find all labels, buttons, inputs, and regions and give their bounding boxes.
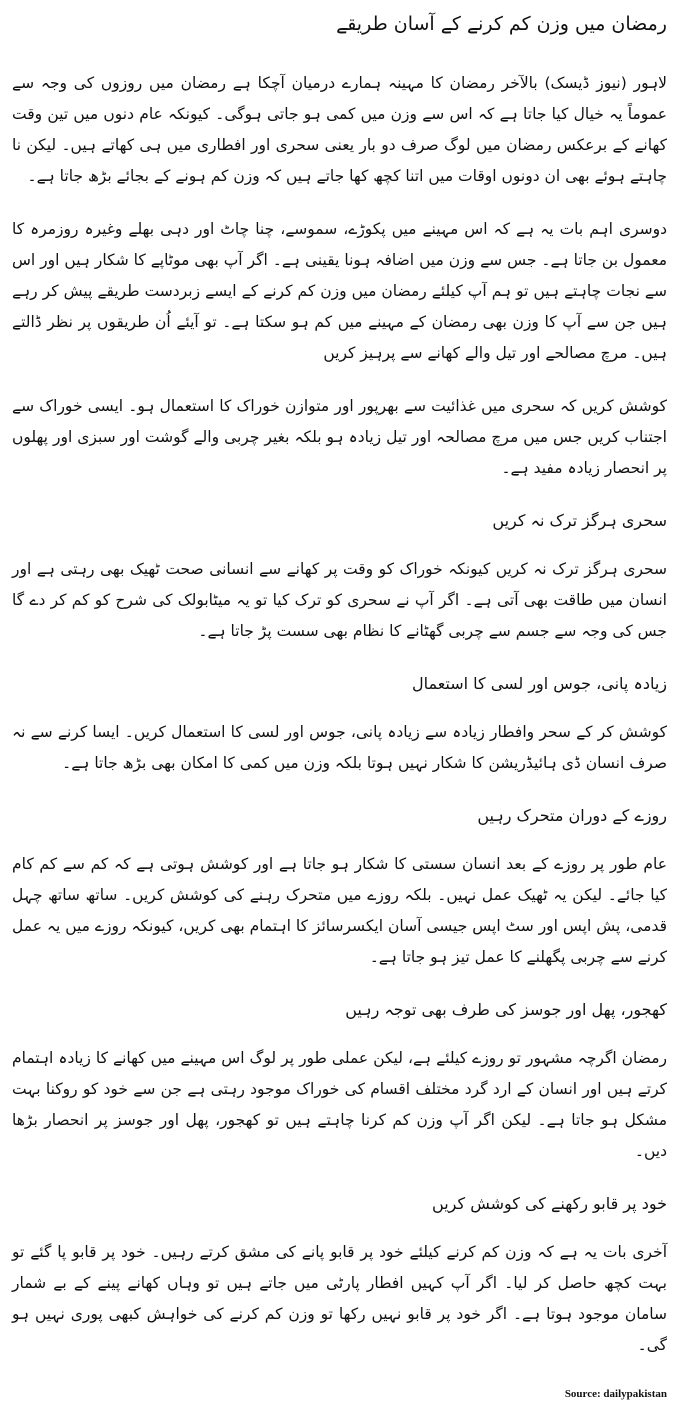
paragraph-stay-active: عام طور پر روزے کے بعد انسان سستی کا شکار ہو جاتا ہے اور کوشش ہوتی ہے کہ کم سے کم کام کیا جائے۔ لیکن یہ ٹھیک عمل نہیں۔ بلکہ روزے میں متحرک رہنے کی کوشش کریں۔ ساتھ ساتھ چہل قدمی، پش اپس اور سٹ اپس جیسی آسان ایکسرسائز کا اہتمام بھی کریں، کیونکہ روزے میں یہ عمل کرنے سے چربی پگھلنے کا عمل تیز ہو جاتا ہے۔ bbox=[12, 855, 667, 966]
paragraph-balanced-sehri: کوشش کریں کہ سحری میں غذائیت سے بھرپور اور متوازن خوراک کا استعمال ہو۔ ایسی خوراک سے اجتناب کریں جس میں مرچ مصالحہ اور تیل زیادہ ہو بلکہ بغیر چربی والے گوشت اور سبزی اور پھلوں پر انحصار زیادہ مفید ہے۔ bbox=[12, 397, 667, 477]
heading-water-juice: زیادہ پانی، جوس اور لسی کا استعمال bbox=[411, 674, 667, 693]
paragraph-water-juice: کوشش کر کے سحر وافطار زیادہ سے زیادہ پانی، جوس اور لسی کا استعمال کریں۔ ایسا کرنے سے نہ صرف انسان ڈی ہائیڈریشن کا شکار نہیں ہوتا بلکہ وزن میں کمی کا امکان بھی بڑھ جاتا ہے۔ bbox=[12, 723, 667, 772]
heading-dont-skip-sehri: سحری ہرگز ترک نہ کریں bbox=[492, 511, 667, 530]
heading-dates-fruit: کھجور، پھل اور جوسز کی طرف بھی توجہ رہیں bbox=[345, 1000, 667, 1019]
heading-stay-active: روزے کے دوران متحرک رہیں bbox=[477, 806, 667, 825]
paragraph-dates-fruit: رمضان اگرچہ مشہور تو روزے کیلئے ہے، لیکن عملی طور پر لوگ اس مہینے میں کھانے کا زیادہ اہتمام کرتے ہیں اور انسان کے ارد گرد مختلف اقسام کی خوراک موجود رہتی ہے جن سے خود کو روکنا بہت مشکل ہو جاتا ہے۔ لیکن اگر آپ وزن کم کرنا چاہتے ہیں تو کھجور، پھل اور جوسز پر انحصار بڑھا دیں۔ bbox=[12, 1049, 667, 1160]
source-credit: Source: dailypakistan bbox=[564, 1388, 667, 1400]
paragraph-intro: لاہور (نیوز ڈیسک) بالآخر رمضان کا مہینہ ہمارے درمیان آچکا ہے رمضان میں روزوں کی وجہ سے عموماً یہ خیال کیا جاتا ہے کہ اس سے وزن میں کمی ہو جاتی ہوگی۔ کیونکہ عام دنوں میں تین وقت کھانے کے برعکس رمضان میں لوگ صرف دو بار یعنی سحری اور افطاری میں ہی کھاتے ہیں۔ لیکن نا چاہتے ہوئے بھی ان دونوں اوقات میں اتنا کچھ کھا جاتے ہیں کہ وزن کم ہونے کے بجائے بڑھ جاتا ہے۔ bbox=[12, 74, 667, 185]
article-body bbox=[12, 68, 667, 1361]
article-title: رمضان میں وزن کم کرنے کے آسان طریقے bbox=[336, 13, 667, 35]
paragraph-dont-skip-sehri: سحری ہرگز ترک نہ کریں کیونکہ خوراک کو وقت پر کھانے سے انسانی صحت ٹھیک بھی رہتی ہے اور انسان میں طاقت بھی آتی ہے۔ اگر آپ نے سحری کو ترک کیا تو یہ میٹابولک کی شرح کو کم کر دے گا جس کی وجہ سے جسم سے چربی گھٹانے کا نظام بھی سست پڑ جاتا ہے۔ bbox=[12, 560, 667, 640]
paragraph-fried-food: دوسری اہم بات یہ ہے کہ اس مہینے میں پکوڑے، سموسے، چنا چاٹ اور دہی بھلے وغیرہ روزمرہ کا معمول بن جاتا ہے۔ جس سے وزن میں اضافہ ہونا یقینی ہے۔ اگر آپ بھی موٹاپے کا شکار ہیں اور اس سے نجات چاہتے ہیں تو ہم آپ کیلئے رمضان میں وزن کم کرنے کے ایسے زبردست طریقے پیش کر رہے ہیں جن سے آپ کا وزن بھی رمضان کے مہینے میں کم ہو سکتا ہے۔ تو آیئے اُن طریقوں پر نظر ڈالتے ہیں۔ مرچ مصالحے اور تیل والے کھانے سے پرہیز کریں bbox=[12, 220, 667, 362]
heading-self-control: خود پر قابو رکھنے کی کوشش کریں bbox=[432, 1194, 667, 1213]
paragraph-self-control: آخری بات یہ ہے کہ وزن کم کرنے کیلئے خود پر قابو پانے کی مشق کرتے رہیں۔ خود پر قابو پا گئے تو بہت کچھ حاصل کر لیا۔ اگر آپ کہیں افطار پارٹی میں جاتے ہیں تو وہاں کھانے پینے کے بے شمار سامان موجود ہوتا ہے۔ اگر خود پر قابو نہیں رکھا تو وزن کم کرنے کی خواہش کبھی پوری نہیں ہو گی۔ bbox=[12, 1243, 667, 1354]
